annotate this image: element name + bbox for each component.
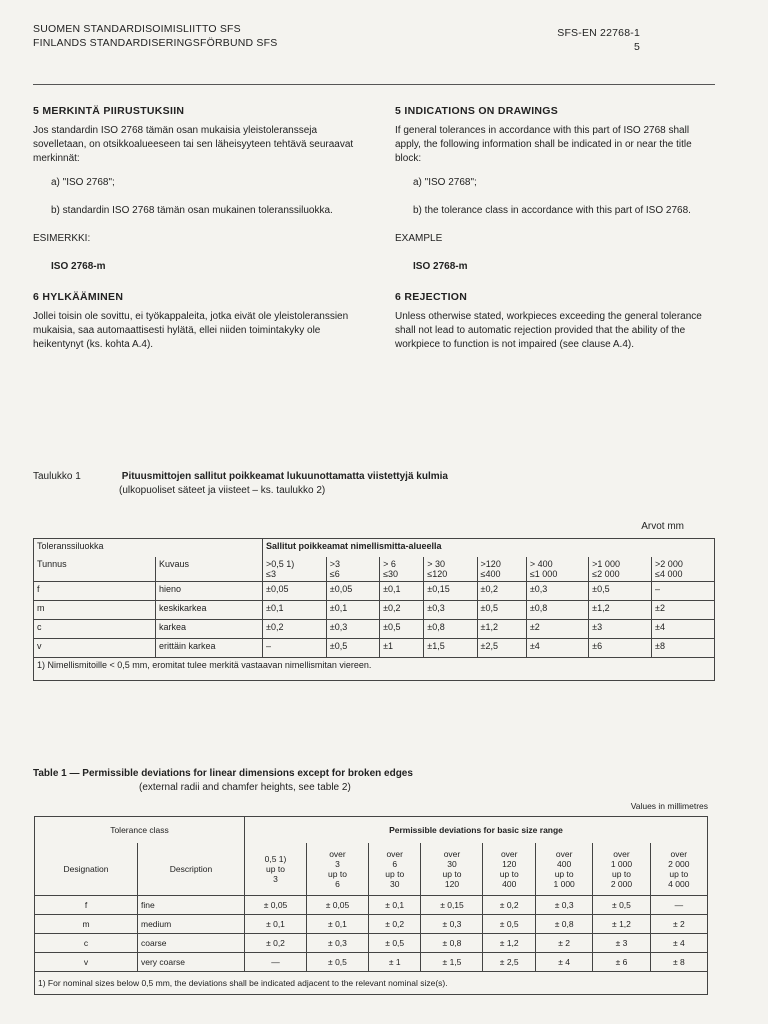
th-range-2-en: over 6 up to 30	[368, 843, 421, 896]
example-code-en: ISO 2768-m	[413, 261, 468, 272]
section-6-title-en: 6 REJECTION	[395, 291, 468, 303]
section-5-title-en: 5 INDICATIONS ON DRAWINGS	[395, 105, 559, 117]
th-range-5-fi: > 400 ≤1 000	[526, 557, 588, 582]
section-6-text-en: Unless otherwise stated, workpieces exceeding the general tolerance shall not lead to automatic rejection provided that the ability of the workpiece to function is not impaired (see clause A.4).	[395, 311, 702, 350]
th-code-en: Designation	[35, 843, 138, 896]
table-fi-subtitle: (ulkopuoliset säteet ja viisteet – ks. taulukko 2)	[119, 485, 326, 496]
th-class-fi: Toleranssiluokka	[34, 539, 263, 558]
th-range-7-en: over 2 000 up to 4 000	[650, 843, 707, 896]
table-row: c karkea ±0,2 ±0,3 ±0,5 ±0,8 ±1,2 ±2 ±3 ±4	[34, 620, 715, 639]
section-5-text-en: If general tolerances in accordance with this part of ISO 2768 shall apply, the following information shall be indicated in or near the title block:	[395, 125, 692, 164]
table-en	[34, 816, 708, 995]
item-a-en: a) "ISO 2768";	[413, 177, 477, 188]
table-fi-units: Arvot mm	[641, 521, 684, 532]
table-en-subtitle: (external radii and chamfer heights, see table 2)	[139, 782, 351, 793]
header-org	[33, 22, 277, 50]
table-en-caption	[33, 767, 715, 795]
item-a-fi: a) "ISO 2768";	[51, 177, 115, 188]
page-number: 5	[633, 41, 640, 53]
th-range-4-en: over 120 up to 400	[483, 843, 536, 896]
th-range-5-en: over 400 up to 1 000	[535, 843, 592, 896]
th-range-1-fi: >3 ≤6	[326, 557, 379, 582]
th-range-0-fi: >0,5 1) ≤3	[263, 557, 327, 582]
doc-id: SFS-EN 22768-1	[557, 27, 640, 39]
table-en-units: Values in millimetres	[630, 801, 708, 811]
table-fi	[33, 538, 715, 681]
table-row: v very coarse — ± 0,5 ± 1 ± 1,5 ± 2,5 ± 4 ± 6 ± 8	[35, 953, 708, 972]
example-label-en: EXAMPLE	[395, 233, 443, 244]
table-fi-title: Pituusmittojen sallitut poikkeamat lukuunottamatta viistettyjä kulmia	[121, 471, 448, 482]
table-fi-caption	[33, 470, 715, 498]
column-en	[395, 104, 715, 362]
th-range-3-fi: > 30 ≤120	[424, 557, 477, 582]
table-fi-header-row	[34, 539, 715, 558]
section-5-text-fi: Jos standardin ISO 2768 tämän osan mukaisia yleistoleransseja sovelletaan, on otsikkoalueeseen tai sen läheisyyteen tehtävä seuraavat merkinnät:	[33, 125, 354, 164]
th-range-2-fi: > 6 ≤30	[380, 557, 424, 582]
org-name-sv: FINLANDS STANDARDISERINGSFÖRBUND SFS	[33, 37, 278, 49]
table-en-title: Table 1 — Permissible deviations for linear dimensions except for broken edges	[33, 768, 413, 779]
column-fi	[33, 104, 363, 362]
table-en-subheader-row	[35, 843, 708, 896]
item-b-en: b) the tolerance class in accordance with this part of ISO 2768.	[413, 205, 691, 216]
section-5-title-fi: 5 MERKINTÄ PIIRUSTUKSIIN	[33, 105, 185, 117]
th-range-3-en: over 30 up to 120	[421, 843, 483, 896]
table-row: v erittäin karkea – ±0,5 ±1 ±1,5 ±2,5 ±4 ±6 ±8	[34, 639, 715, 658]
section-6-text-fi: Jollei toisin ole sovittu, ei työkappaleita, jotka eivät ole yleistoleranssien mukaisia, saa automaattisesti hylätä, ellei niiden toimintakyky ole heikentynyt (ks. kohta A.4).	[33, 311, 349, 350]
table-row: f hieno ±0,05 ±0,05 ±0,1 ±0,15 ±0,2 ±0,3 ±0,5 –	[34, 582, 715, 601]
th-range-4-fi: >120 ≤400	[477, 557, 526, 582]
th-code-fi: Tunnus	[34, 557, 156, 582]
th-range-6-fi: >1 000 ≤2 000	[589, 557, 652, 582]
th-range-6-en: over 1 000 up to 2 000	[593, 843, 650, 896]
table-row: f fine ± 0,05 ± 0,05 ± 0,1 ± 0,15 ± 0,2 ± 0,3 ± 0,5 —	[35, 896, 708, 915]
table-row: m medium ± 0,1 ± 0,1 ± 0,2 ± 0,3 ± 0,5 ± 0,8 ± 1,2 ± 2	[35, 915, 708, 934]
th-range-7-fi: >2 000 ≤4 000	[652, 557, 715, 582]
table-fi-subheader-row	[34, 557, 715, 582]
th-range-0-en: 0,5 1) up to 3	[245, 843, 307, 896]
table-fi-label: Taulukko 1	[33, 471, 81, 482]
section-6-title-fi: 6 HYLKÄÄMINEN	[33, 291, 124, 303]
table-en-footnote-row	[35, 972, 708, 995]
th-range-en: Permissible deviations for basic size range	[245, 817, 708, 844]
th-desc-en: Description	[138, 843, 245, 896]
th-desc-fi: Kuvaus	[156, 557, 263, 582]
table-en-footnote: 1) For nominal sizes below 0,5 mm, the deviations shall be indicated adjacent to the relevant nominal size(s).	[35, 972, 708, 995]
table-fi-footnote-row	[34, 658, 715, 681]
header-rule	[33, 84, 715, 85]
example-code-fi: ISO 2768-m	[51, 261, 106, 272]
header-docid	[550, 26, 640, 54]
th-range-fi: Sallitut poikkeamat nimellismitta-alueella	[263, 539, 715, 558]
org-name-fi: SUOMEN STANDARDISOIMISLIITTO SFS	[33, 23, 241, 35]
th-range-1-en: over 3 up to 6	[306, 843, 368, 896]
table-row: m keskikarkea ±0,1 ±0,1 ±0,2 ±0,3 ±0,5 ±0,8 ±1,2 ±2	[34, 601, 715, 620]
example-label-fi: ESIMERKKI:	[33, 233, 91, 244]
item-b-fi: b) standardin ISO 2768 tämän osan mukainen toleranssiluokka.	[51, 205, 333, 216]
table-en-header-row	[35, 817, 708, 844]
table-fi-footnote: 1) Nimellismitoille < 0,5 mm, eromitat tulee merkitä vastaavan nimellismitan viereen.	[34, 658, 715, 681]
th-class-en: Tolerance class	[35, 817, 245, 844]
table-row: c coarse ± 0,2 ± 0,3 ± 0,5 ± 0,8 ± 1,2 ± 2 ± 3 ± 4	[35, 934, 708, 953]
